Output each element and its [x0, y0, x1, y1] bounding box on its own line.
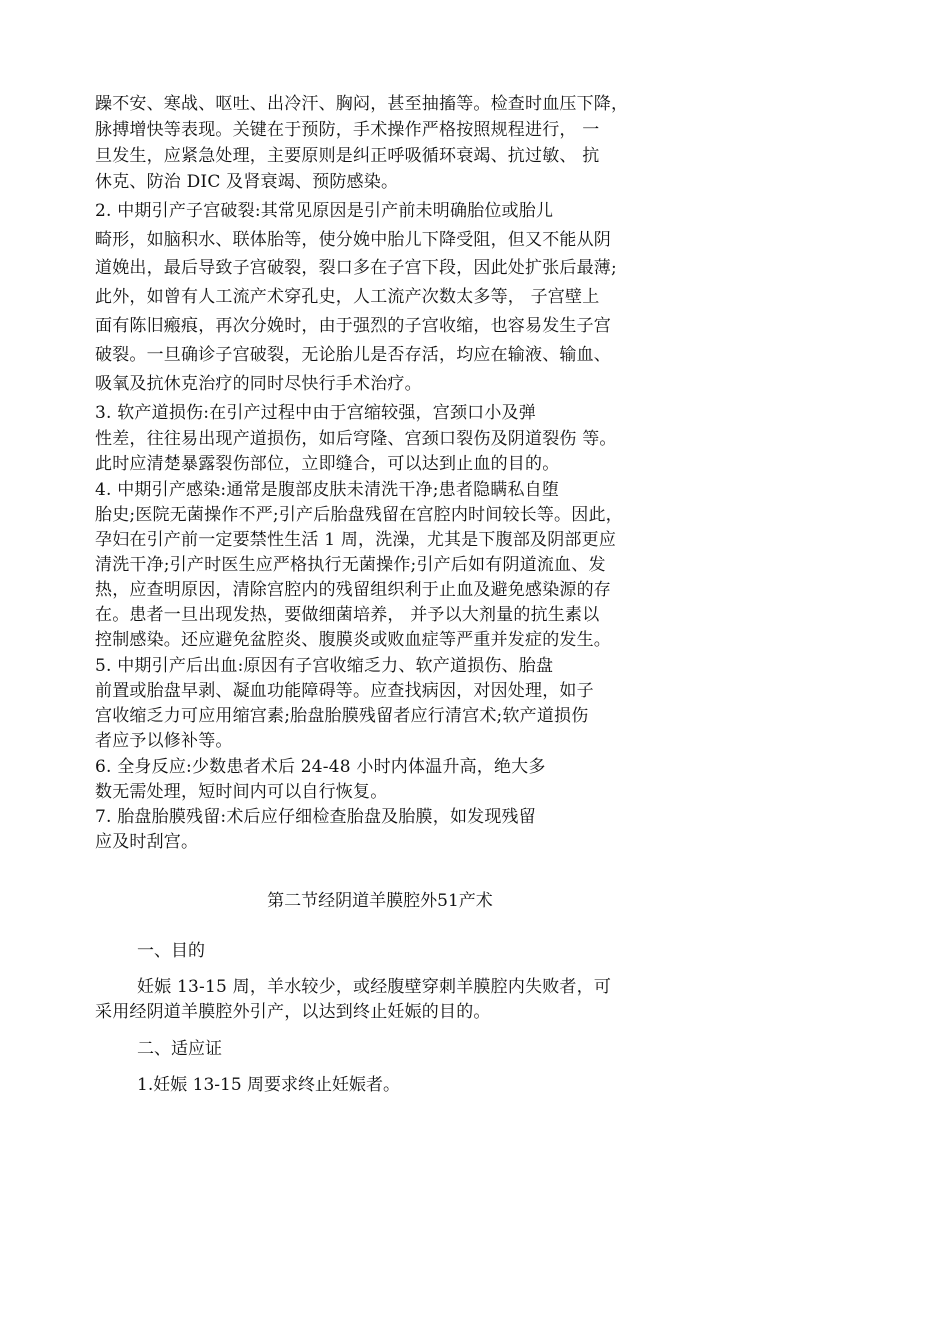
text-line: 脉搏增快等表现。关键在于预防，手术操作严格按照规程进行， 一 [95, 120, 600, 140]
text-line: 2. 中期引产子宫破裂:其常见原因是引产前未明确胎位或胎儿 [95, 201, 554, 221]
text-line: 性差，往往易出现产道损伤，如后穹隆、宫颈口裂伤及阴道裂伤 等。 [95, 429, 617, 449]
text-line: 宫收缩乏力可应用缩宫素;胎盘胎膜残留者应行清宫术;软产道损伤 [95, 706, 589, 726]
text-line: 孕妇在引产前一定要禁性生活 1 周，洗澡，尤其是下腹部及阴部更应 [95, 530, 617, 550]
text-line: 控制感染。还应避免盆腔炎、腹膜炎或败血症等严重并发症的发生。 [95, 630, 611, 650]
indication-item: 1.妊娠 13-15 周要求终止妊娠者。 [137, 1075, 401, 1095]
text-line: 采用经阴道羊膜腔外引产，以达到终止妊娠的目的。 [95, 1002, 491, 1022]
text-line: 7. 胎盘胎膜残留:术后应仔细检查胎盘及胎膜，如发现残留 [95, 807, 536, 827]
text-line: 5. 中期引产后出血:原因有子宫收缩乏力、软产道损伤、胎盘 [95, 656, 554, 676]
text-line: 应及时刮宫。 [95, 832, 199, 852]
text-line: 畸形，如脑积水、联体胎等，使分娩中胎儿下降受阻，但又不能从阴 [95, 230, 611, 250]
text-line: 者应予以修补等。 [95, 731, 233, 751]
text-line: 休克、防治 DIC 及肾衰竭、预防感染。 [95, 172, 399, 192]
text-line: 面有陈旧瘢痕，再次分娩时，由于强烈的子宫收缩，也容易发生子宫 [95, 316, 611, 336]
text-line: 躁不安、寒战、呕吐、出冷汗、胸闷，甚至抽搐等。检查时血压下降， [95, 94, 629, 114]
text-line: 清洗干净;引产时医生应严格执行无菌操作;引产后如有阴道流血、发 [95, 555, 606, 575]
text-line: 妊娠 13-15 周，羊水较少，或经腹壁穿刺羊膜腔内失败者，可 [137, 977, 612, 997]
text-line: 破裂。一旦确诊子宫破裂，无论胎儿是否存活，均应在输液、输血、 [95, 345, 611, 365]
text-line: 旦发生，应紧急处理，主要原则是纠正呼吸循环衰竭、抗过敏、 抗 [95, 146, 600, 166]
text-line: 6. 全身反应:少数患者术后 24-48 小时内体温升高，绝大多 [95, 757, 546, 777]
text-line: 道娩出，最后导致子宫破裂，裂口多在子宫下段，因此处扩张后最薄; [95, 258, 617, 278]
purpose-heading: 一、目的 [137, 941, 205, 961]
text-line: 热，应查明原因，清除宫腔内的残留组织利于止血及避免感染源的存 [95, 580, 611, 600]
text-line: 此外，如曾有人工流产术穿孔史，人工流产次数太多等， 子宫壁上 [95, 287, 600, 307]
text-line: 在。患者一旦出现发热，要做细菌培养， 并予以大剂量的抗生素以 [95, 605, 600, 625]
text-line: 此时应清楚暴露裂伤部位，立即缝合，可以达到止血的目的。 [95, 454, 560, 474]
text-line: 4. 中期引产感染:通常是腹部皮肤未清洗干净;患者隐瞒私自堕 [95, 480, 560, 500]
section-title: 第二节经阴道羊膜腔外51产术 [267, 891, 493, 911]
indication-heading: 二、适应证 [137, 1039, 222, 1059]
text-line: 3. 软产道损伤:在引产过程中由于宫缩较强，宫颈口小及弹 [95, 403, 536, 423]
text-line: 前置或胎盘早剥、凝血功能障碍等。应查找病因，对因处理，如子 [95, 681, 594, 701]
text-line: 数无需处理，短时间内可以自行恢复。 [95, 782, 388, 802]
text-line: 吸氧及抗休克治疗的同时尽快行手术治疗。 [95, 374, 422, 394]
text-line: 胎史;医院无菌操作不严;引产后胎盘残留在宫腔内时间较长等。因此， [95, 505, 623, 525]
